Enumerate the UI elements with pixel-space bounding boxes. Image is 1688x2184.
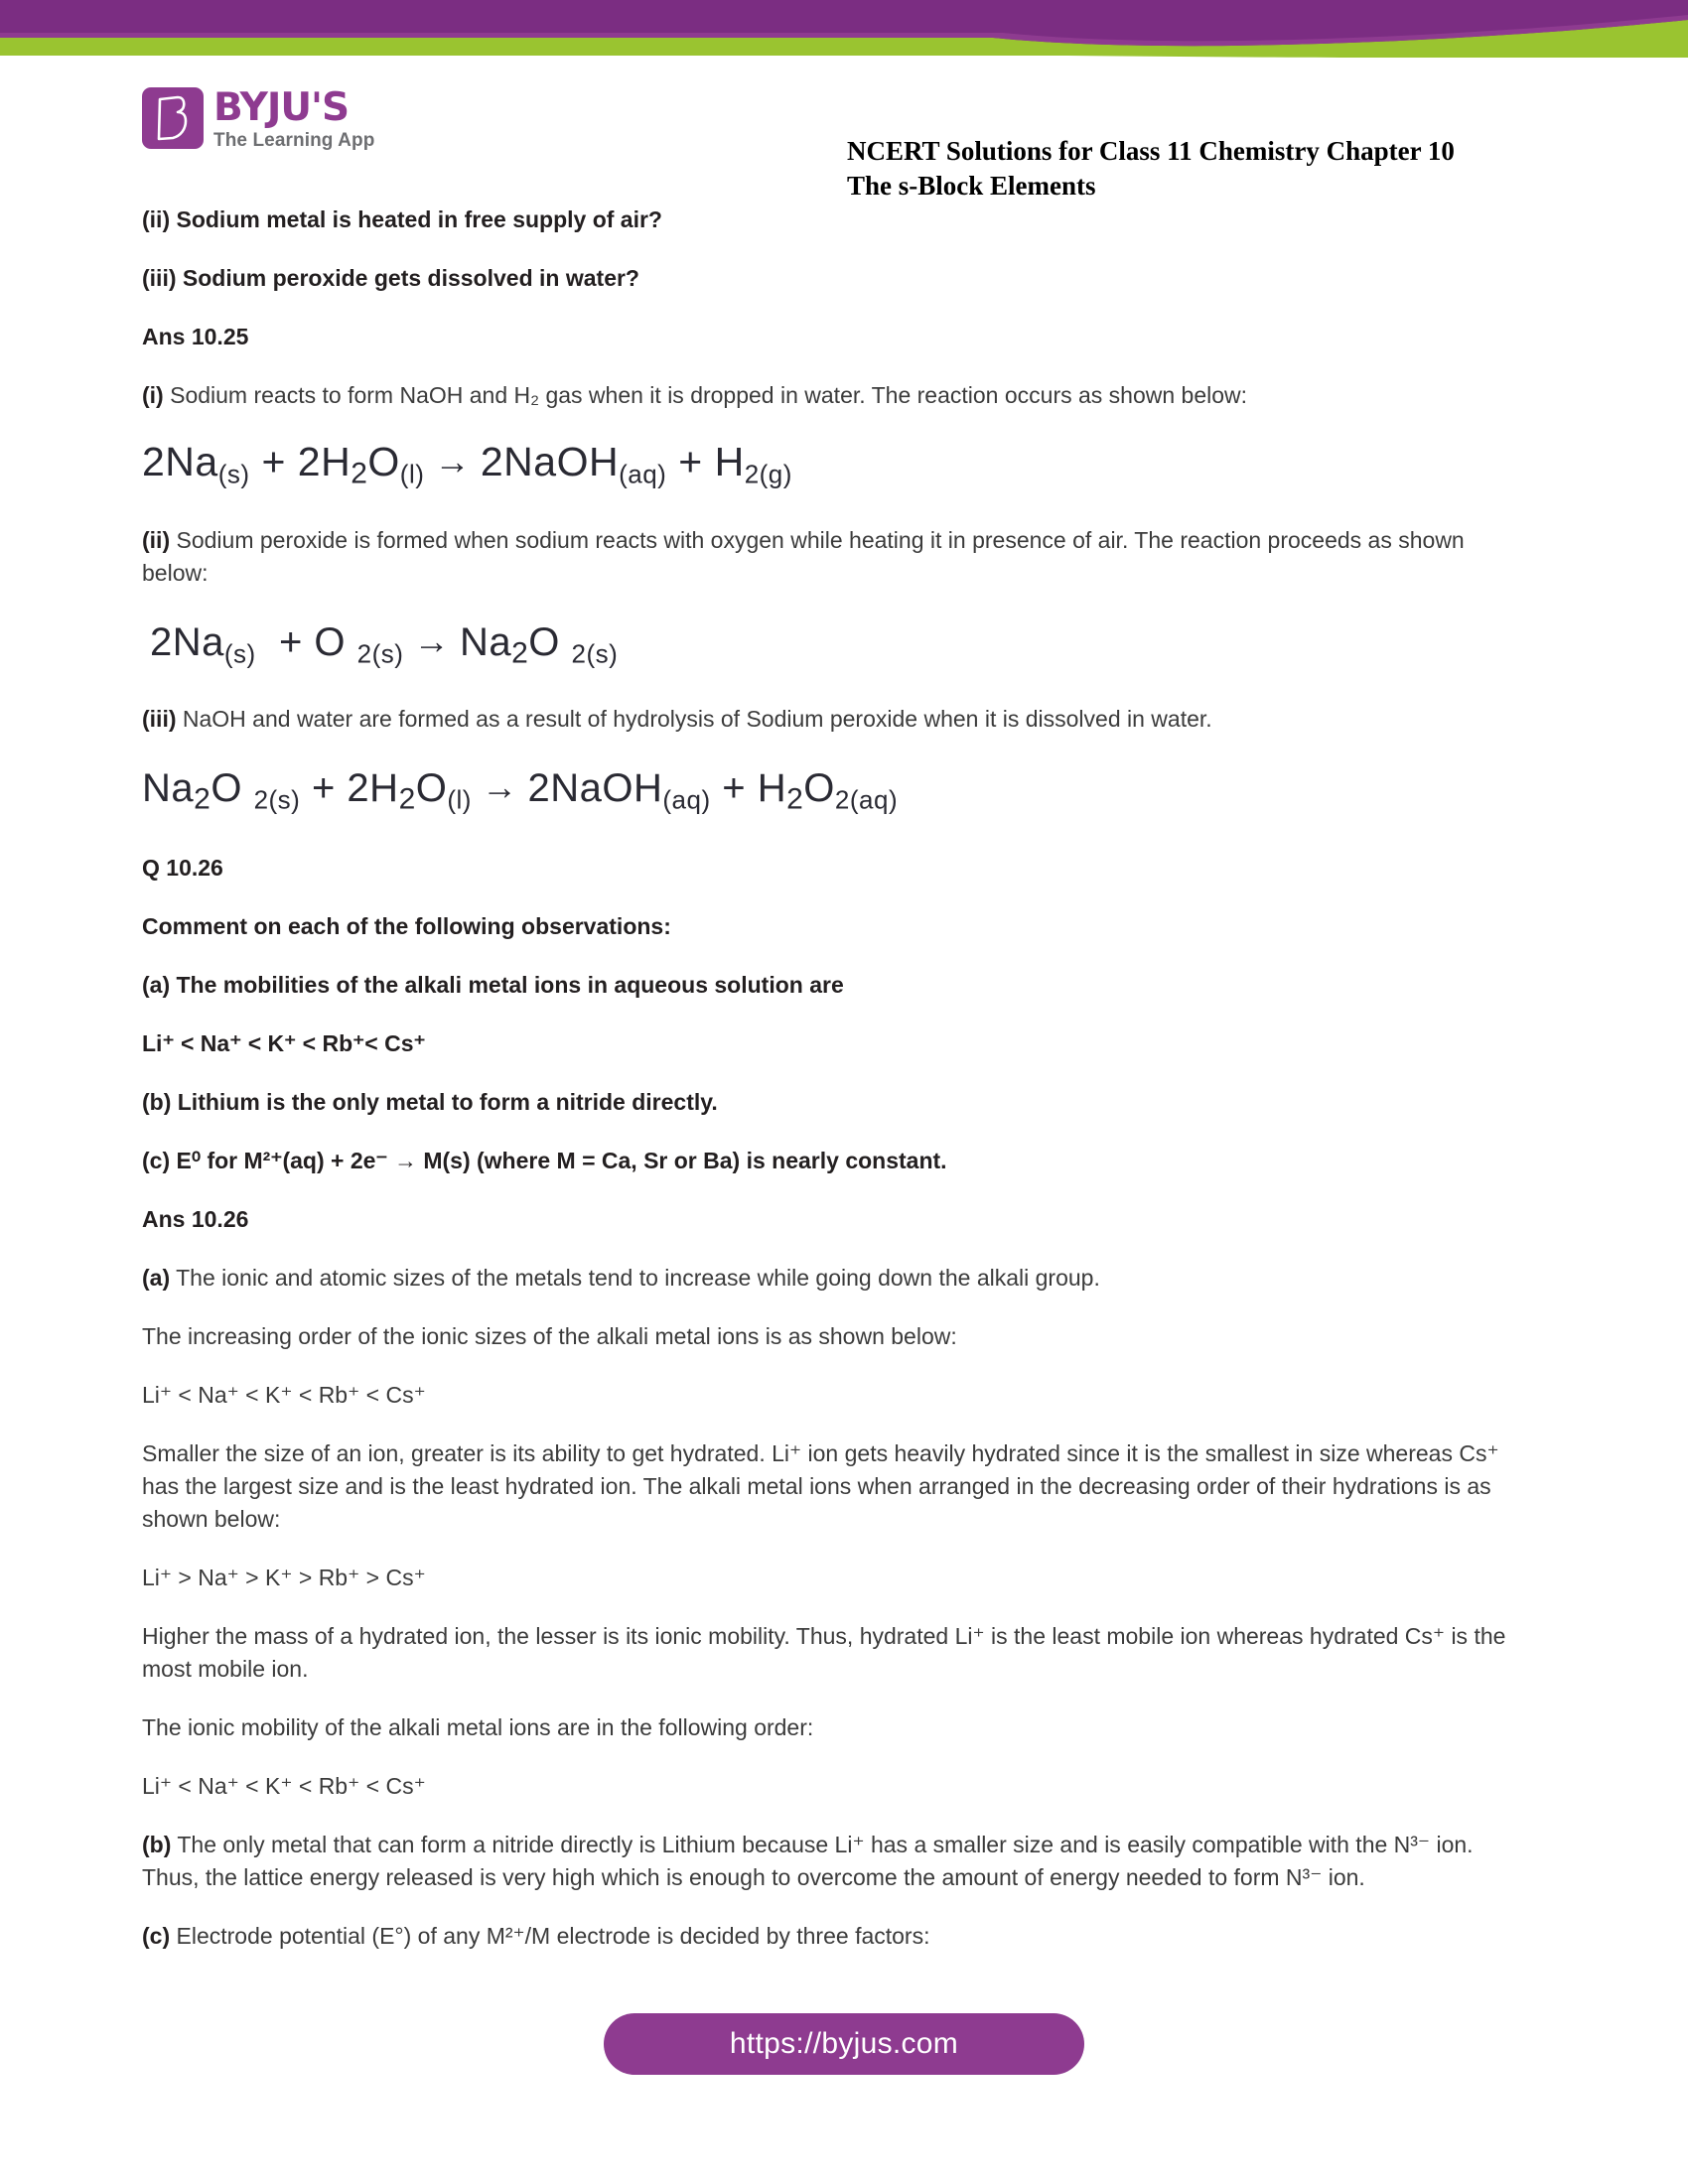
answer-26-part-a-text: The ionic and atomic sizes of the metals tend to increase while going down the alkali group.: [170, 1264, 1100, 1291]
byjus-logo-text: [213, 87, 374, 151]
masthead: [142, 85, 1552, 201]
answer-25-part-iii-text: NaOH and water are formed as a result of hydrolysis of Sodium peroxide when it is dissolved in water.: [176, 706, 1212, 733]
chemical-equation-2: 2Na(s) + O 2(s) → Na2O 2(s): [150, 619, 619, 670]
answer-25-part-i-text: Sodium reacts to form NaOH and H₂ gas when it is dropped in water. The reaction occurs as shown below:: [163, 382, 1248, 408]
question-25-part-iii: (iii) Sodium peroxide gets dissolved in water?: [142, 265, 639, 291]
page-title-line2: The s-Block Elements: [847, 171, 1096, 201]
document-content: [142, 204, 1532, 1979]
hydration-order: Li⁺ > Na⁺ > K⁺ > Rb⁺ > Cs⁺: [142, 1564, 426, 1590]
answer-26-a-hydration-para: Smaller the size of an ion, greater is its ability to get hydrated. Li⁺ ion gets heavily hydrated since it is the smallest in size whereas Cs⁺ has the largest size and is the least hydrated ion. The alkali metal ions when arranged in the decreasing order of their hydrations is as shown below:: [142, 1439, 1499, 1532]
answer-26-a-mobility-intro: The ionic mobility of the alkali metal ions are in the following order:: [142, 1713, 814, 1740]
answer-25-part-iii-label: (iii): [142, 706, 177, 733]
chemical-equation-1: 2Na(s) + 2H2O(l) → 2NaOH(aq) + H2(g): [142, 439, 792, 490]
chemical-equation-3: Na2O 2(s) + 2H2O(l) → 2NaOH(aq) + H2O2(aq): [142, 766, 899, 816]
page-title-line1: NCERT Solutions for Class 11 Chemistry Chapter 10: [847, 136, 1455, 166]
answer-26-part-b-text: The only metal that can form a nitride directly is Lithium because Li⁺ has a smaller size and is easily compatible with the N³⁻ ion. Thus, the lattice energy released is very high which is enough to overcome the amount of energy needed to form N³⁻ ion.: [142, 1831, 1474, 1890]
answer-25-part-ii-label: (ii): [142, 526, 171, 553]
answer-26-part-a-label: (a): [142, 1264, 171, 1291]
answer-26-part-c-label: (c): [142, 1922, 171, 1949]
question-26-prompt: Comment on each of the following observations:: [142, 912, 671, 939]
answer-26-part-c-text: Electrode potential (E°) of any M²⁺/M electrode is decided by three factors:: [170, 1922, 930, 1949]
answer-26-part-b-label: (b): [142, 1831, 172, 1857]
ionic-size-order: Li⁺ < Na⁺ < K⁺ < Rb⁺ < Cs⁺: [142, 1381, 426, 1408]
byjus-tagline: The Learning App: [213, 130, 375, 151]
question-26-item-a: (a) The mobilities of the alkali metal ions in aqueous solution are: [142, 971, 844, 998]
question-26-item-c: (c) E⁰ for M²⁺(aq) + 2e⁻ → M(s) (where M = Ca, Sr or Ba) is nearly constant.: [142, 1147, 947, 1173]
byjus-logo: [142, 87, 374, 151]
question-25-part-ii: (ii) Sodium metal is heated in free supply of air?: [142, 206, 662, 232]
answer-25-part-i: [142, 379, 1532, 412]
answer-25-part-iii: [142, 703, 1532, 736]
answer-25-heading: Ans 10.25: [142, 324, 249, 349]
question-26-item-a-order: Li⁺ < Na⁺ < K⁺ < Rb⁺< Cs⁺: [142, 1029, 426, 1056]
answer-25-part-ii: [142, 524, 1532, 590]
ionic-mobility-order: Li⁺ < Na⁺ < K⁺ < Rb⁺ < Cs⁺: [142, 1772, 426, 1799]
answer-26-a-mobility-para: Higher the mass of a hydrated ion, the lesser is its ionic mobility. Thus, hydrated Li⁺ is the least mobile ion whereas hydrated Cs⁺ is the most mobile ion.: [142, 1622, 1506, 1682]
question-26-heading: Q 10.26: [142, 854, 223, 881]
byjus-logo-mark-icon: [142, 87, 204, 149]
byjus-wordmark: BYJU'S: [213, 85, 350, 130]
answer-25-part-i-label: (i): [142, 382, 164, 408]
answer-26-part-b: [142, 1829, 1532, 1894]
answer-25-part-ii-text: Sodium peroxide is formed when sodium reacts with oxygen while heating it in presence of air. The reaction proceeds as shown below:: [142, 526, 1465, 586]
byjus-website-link-button[interactable]: https://byjus.com: [604, 2013, 1084, 2075]
answer-26-part-a: [142, 1262, 1532, 1295]
answer-26-a-intro: The increasing order of the ionic sizes of the alkali metal ions is as shown below:: [142, 1322, 957, 1349]
question-26-item-b: (b) Lithium is the only metal to form a nitride directly.: [142, 1088, 718, 1115]
answer-26-heading: Ans 10.26: [142, 1205, 249, 1232]
answer-26-part-c: [142, 1920, 1532, 1953]
